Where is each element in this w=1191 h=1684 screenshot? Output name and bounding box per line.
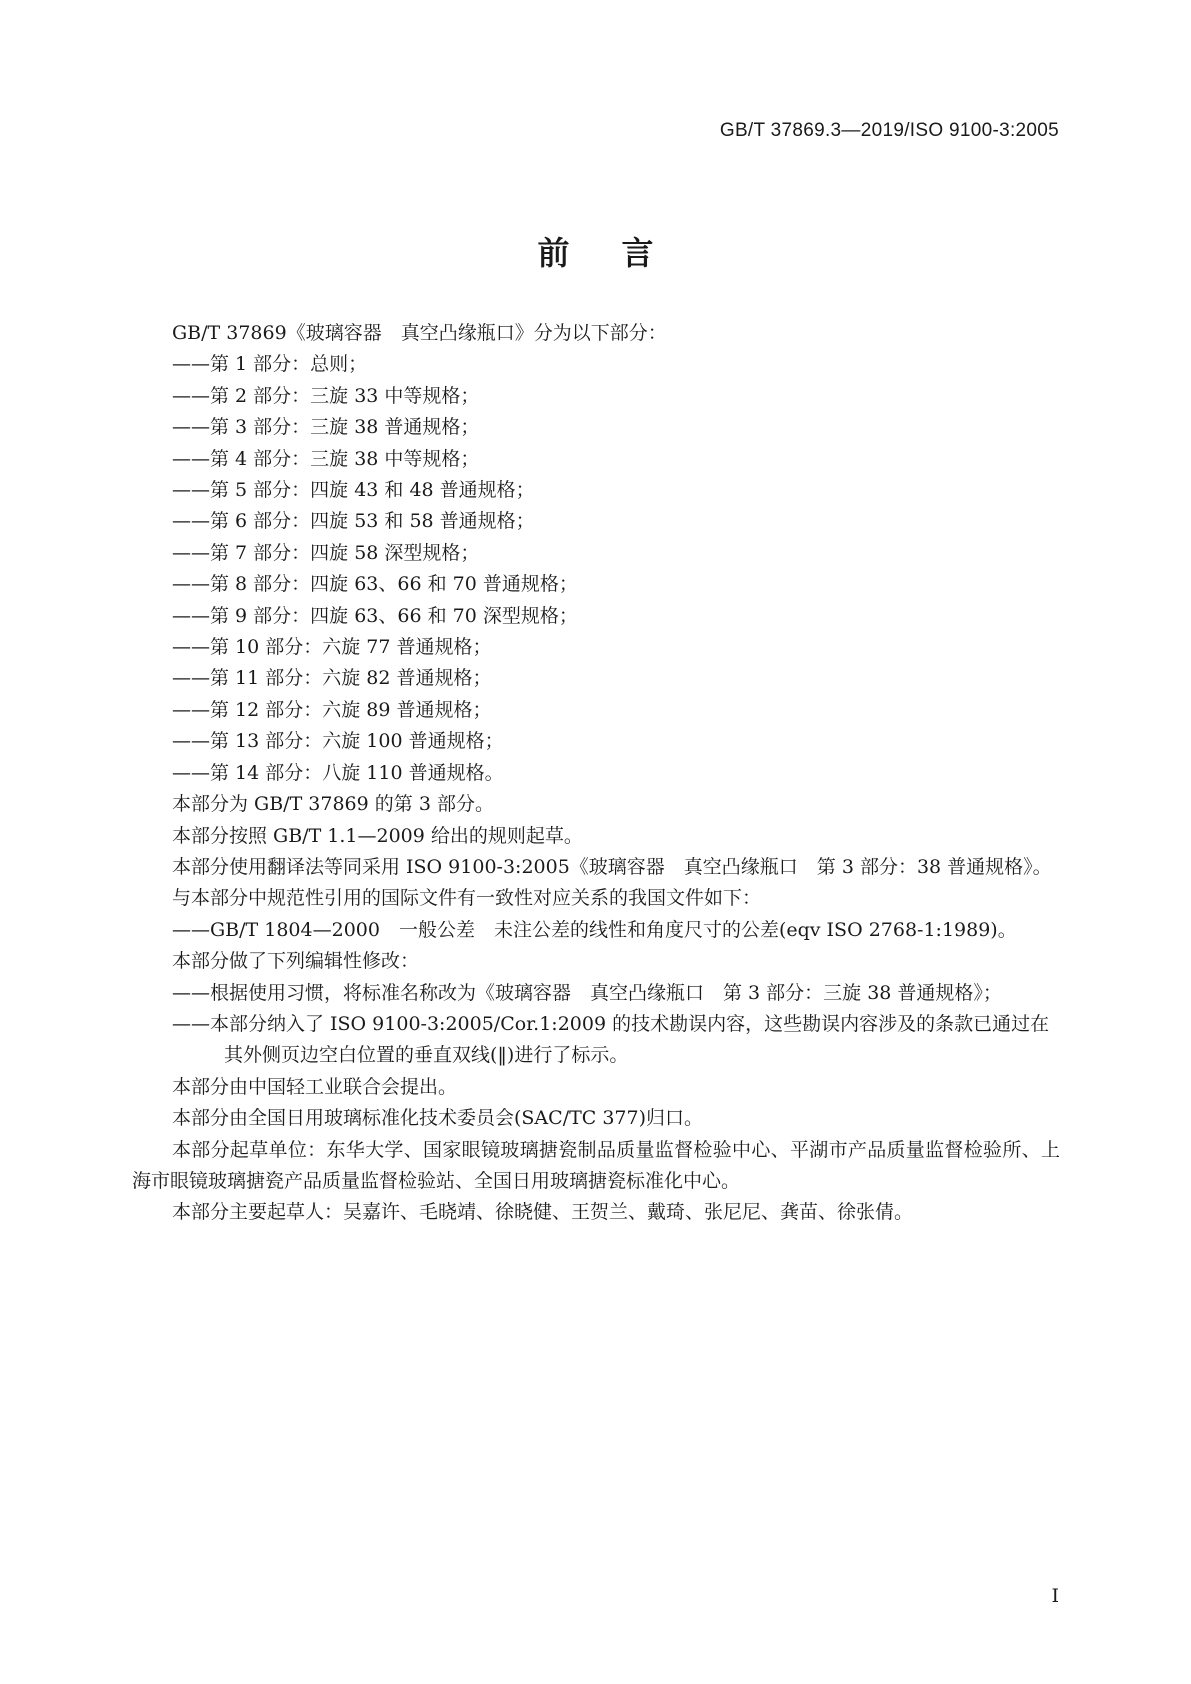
foreword-body: [132, 318, 1060, 1229]
managed-by-paragraph: 本部分由全国日用玻璃标准化技术委员会(SAC/TC 377)归口。: [172, 1107, 704, 1130]
part-list-item: ——第 8 部分：四旋 63、66 和 70 普通规格；: [172, 573, 578, 596]
edit-item: ——本部分纳入了 ISO 9100-3:2005/Cor.1:2009 的技术勘误内容，这些勘误内容涉及的条款已通过在其外侧页边空白位置的垂直双线(‖)进行了标示。: [172, 1012, 1050, 1067]
part-list-item: ——第 14 部分：八旋 110 普通规格。: [172, 761, 504, 784]
part-list-item: ——第 10 部分：六旋 77 普通规格；: [172, 636, 492, 659]
correspondence-item: ——GB/T 1804—2000 一般公差 未注公差的线性和角度尺寸的公差(eqv ISO 2768-1:1989)。: [172, 918, 1017, 941]
correspondence-intro: 与本部分中规范性引用的国际文件有一致性对应关系的我国文件如下：: [172, 887, 762, 910]
part-list-item: ——第 12 部分：六旋 89 普通规格；: [172, 698, 492, 721]
parts-intro: GB/T 37869《玻璃容器 真空凸缘瓶口》分为以下部分：: [172, 322, 667, 344]
part-list-item: ——第 5 部分：四旋 43 和 48 普通规格；: [172, 479, 535, 502]
drafters-paragraph: 本部分主要起草人：吴嘉许、毛晓靖、徐晓健、王贺兰、戴琦、张尼尼、龚苗、徐张倩。: [172, 1201, 914, 1224]
part-list-item: ——第 4 部分：三旋 38 中等规格；: [172, 447, 480, 470]
part-list-item: ——第 7 部分：四旋 58 深型规格；: [172, 541, 480, 564]
page-number: I: [1051, 1585, 1059, 1607]
part-list-item: ——第 6 部分：四旋 53 和 58 普通规格；: [172, 510, 535, 533]
part-of-paragraph: 本部分为 GB/T 37869 的第 3 部分。: [172, 793, 494, 816]
part-list-item: ——第 3 部分：三旋 38 普通规格；: [172, 416, 480, 439]
drafting-rules-paragraph: 本部分按照 GB/T 1.1—2009 给出的规则起草。: [172, 824, 583, 847]
edit-item: ——根据使用习惯，将标准名称改为《玻璃容器 真空凸缘瓶口 第 3 部分：三旋 38 普通规格》；: [172, 981, 1002, 1004]
proposed-by-paragraph: 本部分由中国轻工业联合会提出。: [172, 1075, 458, 1098]
part-list-item: ——第 9 部分：四旋 63、66 和 70 深型规格；: [172, 604, 578, 627]
edits-intro: 本部分做了下列编辑性修改：: [172, 950, 420, 973]
adoption-paragraph: 本部分使用翻译法等同采用 ISO 9100-3:2005《玻璃容器 真空凸缘瓶口 第 3 部分：38 普通规格》。: [172, 855, 1052, 878]
part-list-item: ——第 2 部分：三旋 33 中等规格；: [172, 384, 480, 407]
part-list-item: ——第 1 部分：总则；: [172, 353, 368, 376]
drafting-units-paragraph: 本部分起草单位：东华大学、国家眼镜玻璃搪瓷制品质量监督检验中心、平湖市产品质量监督检验所、上海市眼镜玻璃搪瓷产品质量监督检验站、全国日用玻璃搪瓷标准化中心。: [132, 1138, 1060, 1192]
part-list-item: ——第 11 部分：六旋 82 普通规格；: [172, 667, 492, 690]
page-title: 前言: [537, 234, 706, 272]
standard-code: GB/T 37869.3—2019/ISO 9100-3:2005: [719, 120, 1059, 141]
part-list-item: ——第 13 部分：六旋 100 普通规格；: [172, 730, 504, 753]
